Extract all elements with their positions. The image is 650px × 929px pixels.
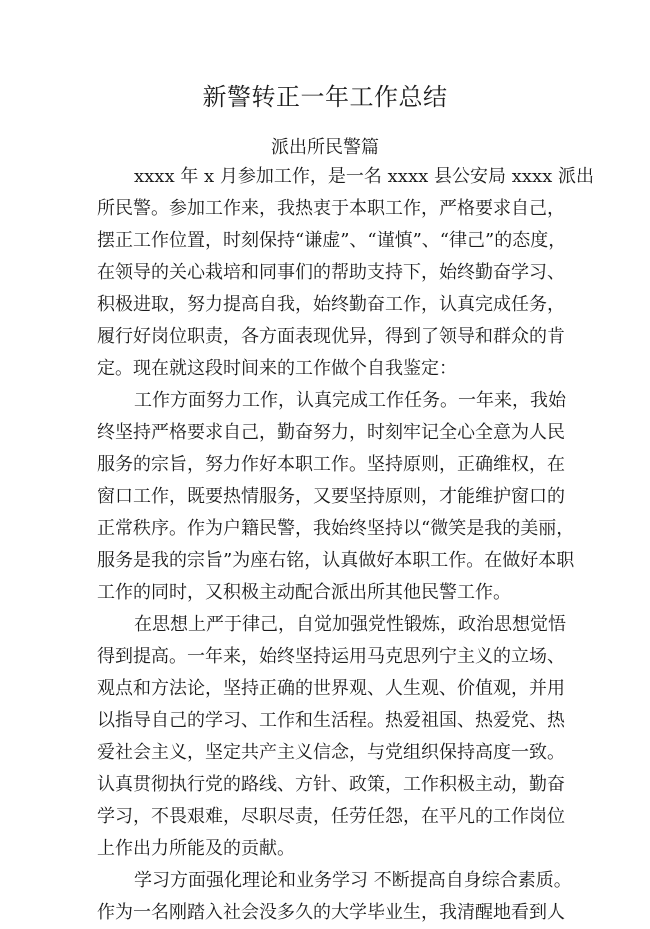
paragraph-line: 所民警。参加工作来，我热衷于本职工作，严格要求自己，: [97, 198, 565, 219]
paragraph-line: 工作的同时，又积极主动配合派出所其他民警工作。: [97, 582, 511, 603]
paragraph-line: 爱社会主义，坚定共产主义信念，与党组织保持高度一致。: [97, 742, 565, 763]
paragraph-line: 履行好岗位职责，各方面表现优异，得到了领导和群众的肯: [97, 326, 565, 347]
paragraph-line: 窗口工作，既要热情服务，又要坚持原则，才能维护窗口的: [97, 486, 565, 507]
paragraph-line: 在领导的关心栽培和同事们的帮助支持下，始终勤奋学习、: [97, 262, 565, 283]
document-title: 新警转正一年工作总结: [202, 83, 448, 111]
paragraph-line: 摆正工作位置，时刻保持“谦虚”、“谨慎”、“律己”的态度，: [97, 230, 567, 251]
paragraph-line: 定。现在就这段时间来的工作做个自我鉴定：: [97, 358, 457, 379]
paragraph: [0, 161, 650, 385]
paragraph-line: 观点和方法论，坚持正确的世界观、人生观、价值观，并用: [97, 678, 565, 699]
paragraph-line: 服务是我的宗旨”为座右铭，认真做好本职工作。在做好本职: [97, 550, 575, 571]
paragraph-line: 作为一名刚踏入社会没多久的大学毕业生，我清醒地看到人: [97, 902, 565, 923]
paragraph-line: 学习方面强化理论和业务学习 不断提高自身综合素质。: [134, 870, 572, 891]
paragraph-line: 在思想上严于律己，自觉加强党性锻炼，政治思想觉悟: [134, 614, 566, 635]
paragraph-line: 正常秩序。作为户籍民警，我始终坚持以“微笑是我的美丽，: [97, 518, 575, 539]
paragraph-line: 以指导自己的学习、工作和生活程。热爱祖国、热爱党、热: [97, 710, 565, 731]
paragraph-line: 工作方面努力工作，认真完成工作任务。一年来，我始: [134, 390, 566, 411]
paragraph-line: 认真贯彻执行党的路线、方针、政策，工作积极主动，勤奋: [97, 774, 565, 795]
paragraph-line: 积极进取，努力提高自我，始终勤奋工作，认真完成任务，: [97, 294, 565, 315]
paragraph: [0, 865, 650, 929]
paragraph-line: xxxx 年 x 月参加工作，是一名 xxxx 县公安局 xxxx 派出: [134, 166, 595, 187]
paragraph-line: 学习，不畏艰难，尽职尽责，任劳任怨，在平凡的工作岗位: [97, 806, 565, 827]
paragraph-line: 终坚持严格要求自己，勤奋努力，时刻牢记全心全意为人民: [97, 422, 565, 443]
paragraph: [0, 385, 650, 609]
paragraph: [0, 609, 650, 865]
paragraph-line: 上作出力所能及的贡献。: [97, 838, 295, 859]
paragraph-line: 服务的宗旨，努力作好本职工作。坚持原则，正确维权，在: [97, 454, 565, 475]
paragraph-line: 得到提高。一年来，始终坚持运用马克思列宁主义的立场、: [97, 646, 565, 667]
document-subtitle: 派出所民警篇: [271, 137, 379, 158]
document-body: [0, 161, 650, 929]
